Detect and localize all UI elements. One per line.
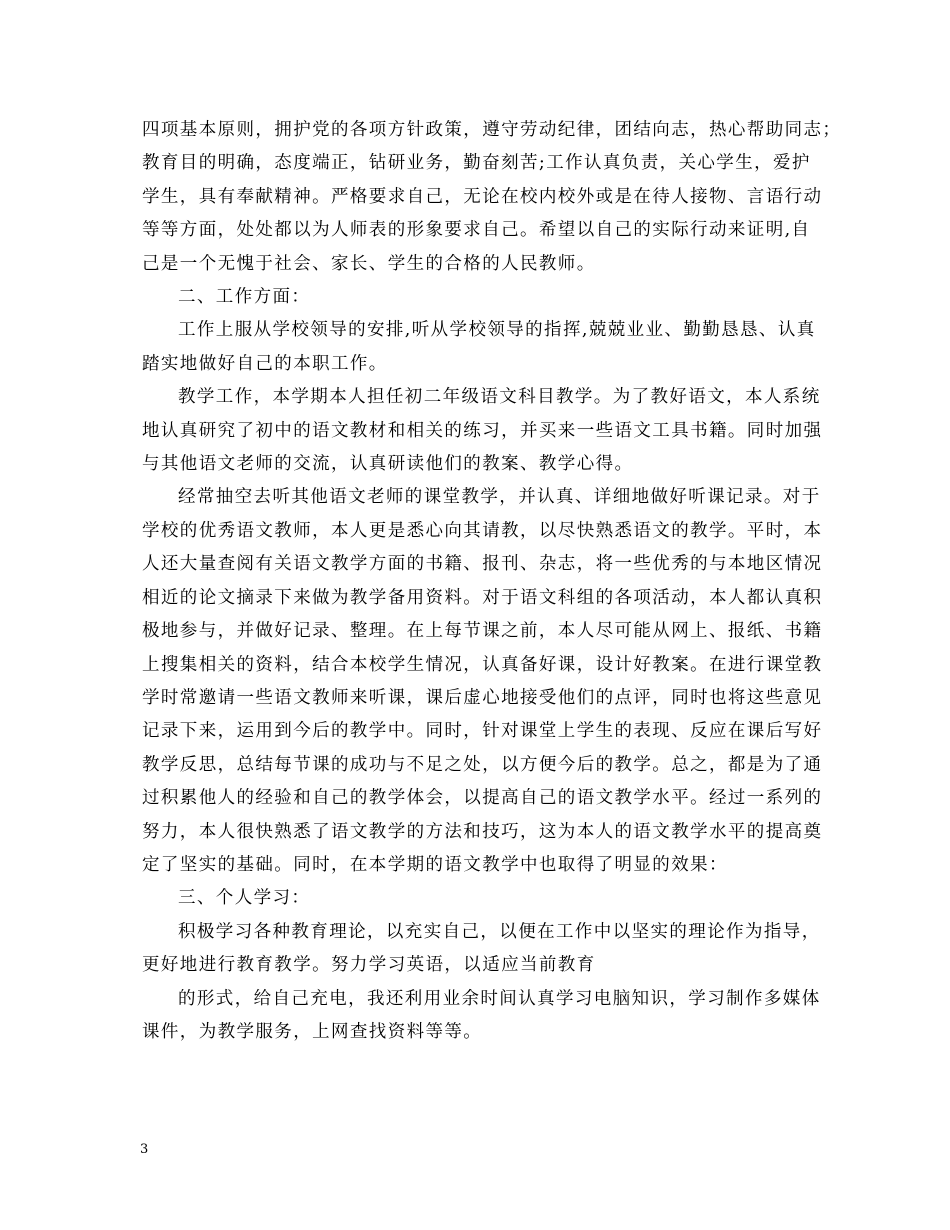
text-line: 学时常邀请一些语文教师来听课，课后虚心地接受他们的点评，同时也将这些意见 bbox=[142, 687, 823, 708]
text-line: 经常抽空去听其他语文老师的课堂教学，并认真、详细地做好听课记录。对于 bbox=[178, 487, 821, 508]
text-line: 学生，具有奉献精神。严格要求自己，无论在校内校外或是在待人接物、言语行动 bbox=[142, 186, 823, 207]
text-line: 己是一个无愧于社会、家长、学生的合格的人民教师。 bbox=[142, 253, 596, 274]
text-line: 定了坚实的基础。同时，在本学期的语文教学中也取得了明显的效果： bbox=[142, 854, 728, 875]
text-line: 努力，本人很快熟悉了语文教学的方法和技巧，这为本人的语文教学水平的提高奠 bbox=[142, 821, 823, 842]
text-line: 过积累他人的经验和自己的教学体会，以提高自己的语文教学水平。经过一系列的 bbox=[142, 788, 823, 809]
text-line: 与其他语文老师的交流，认真研读他们的教案、教学心得。 bbox=[142, 454, 634, 475]
text-line: 人还大量查阅有关语文教学方面的书籍、报刊、杂志，将一些优秀的与本地区情况 bbox=[142, 554, 823, 575]
text-line: 工作上服从学校领导的安排,听从学校领导的指挥,兢兢业业、勤勤恳恳、认真 bbox=[178, 320, 816, 341]
text-line: 地认真研究了初中的语文教材和相关的练习，并买来一些语文工具书籍。同时加强 bbox=[142, 420, 823, 441]
text-line: 更好地进行教育教学。努力学习英语，以适应当前教育 bbox=[142, 955, 596, 976]
section-heading-work: 二、工作方面： bbox=[178, 287, 311, 308]
text-line: 踏实地做好自己的本职工作。 bbox=[142, 353, 388, 374]
text-line: 上搜集相关的资料，结合本校学生情况，认真备好课，设计好教案。在进行课堂教 bbox=[142, 654, 823, 675]
text-line: 教学反思，总结每节课的成功与不足之处，以方便今后的教学。总之，都是为了通 bbox=[142, 754, 823, 775]
text-line: 四项基本原则，拥护党的各项方针政策，遵守劳动纪律，团结向志，热心帮助同志； bbox=[142, 120, 842, 140]
text-line: 的形式，给自己充电，我还利用业余时间认真学习电脑知识，学习制作多媒体 bbox=[178, 988, 821, 1009]
text-line: 极地参与，并做好记录、整理。在上每节课之前，本人尽可能从网上、报纸、书籍 bbox=[142, 621, 823, 642]
text-line: 教学工作，本学期本人担任初二年级语文科目教学。为了教好语文，本人系统 bbox=[178, 387, 821, 408]
text-line: 学校的优秀语文教师，本人更是悉心向其请教，以尽快熟悉语文的教学。平时，本 bbox=[142, 520, 823, 541]
text-line: 课件，为教学服务，上网查找资料等等。 bbox=[142, 1021, 483, 1042]
text-line: 等等方面，处处都以为人师表的形象要求自己。希望以自己的实际行动来证明,自 bbox=[142, 220, 811, 241]
section-heading-study: 三、个人学习： bbox=[178, 888, 311, 909]
document-body bbox=[142, 114, 842, 1049]
page-number: 3 bbox=[140, 1142, 149, 1157]
text-line: 记录下来，运用到今后的教学中。同时，针对课堂上学生的表现、反应在课后写好 bbox=[142, 721, 823, 742]
text-line: 教育目的明确，态度端正，钻研业务，勤奋刻苦;工作认真负责，关心学生，爱护 bbox=[142, 153, 811, 174]
text-line: 相近的论文摘录下来做为教学备用资料。对于语文科组的各项活动，本人都认真积 bbox=[142, 587, 823, 608]
text-line: 积极学习各种教育理论，以充实自己，以便在工作中以坚实的理论作为指导， bbox=[178, 921, 821, 942]
